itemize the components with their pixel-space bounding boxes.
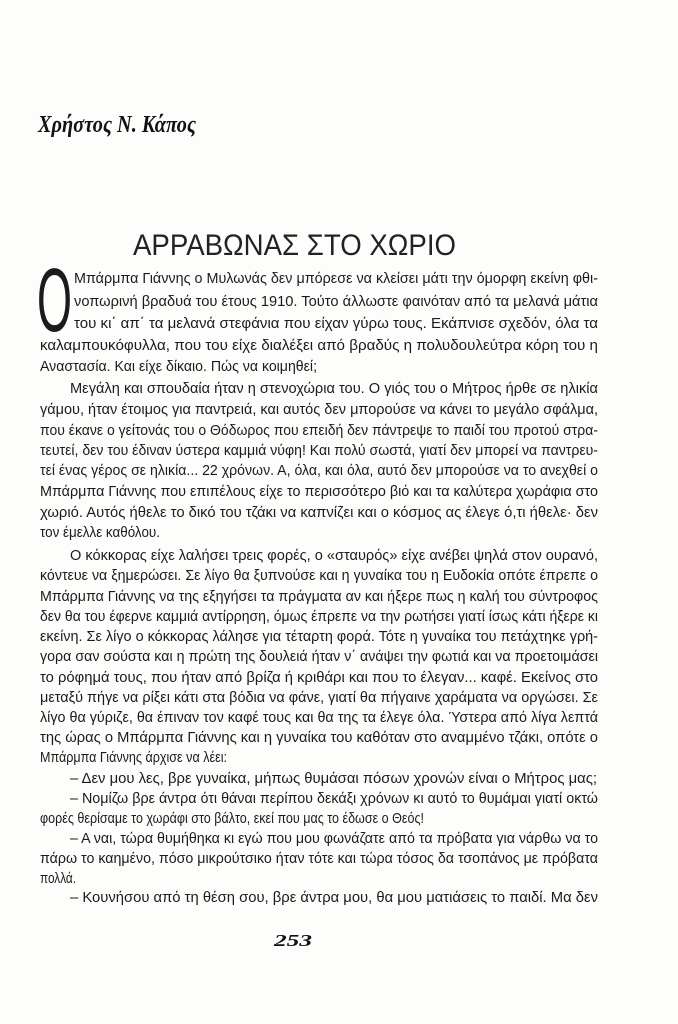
- body-line: του κι΄ απ΄ τα μελανά στεφάνια που είχαν γύρω τους. Εκάπνισε σχεδόν, όλα τα: [74, 315, 599, 332]
- body-line: νοπωρινή βραδυά του έτους 1910. Τούτο άλλωστε φαινόταν από τα μελανά μάτια: [74, 293, 599, 310]
- body-line: καλαμπουκόφυλλα, που του είχε διαλέξει από βραδύς η πολυδουλεύτρα κόρη του η: [40, 337, 598, 354]
- body-line: το ρόφημά τους, που ήταν από βρίζα ή κριθάρι και που το έλεγαν... καφέ. Εκείνος στο: [40, 669, 598, 686]
- dialogue-paragraph: [40, 790, 598, 827]
- body-line: Μεγάλη και σπουδαία ήταν η στενοχώρια του. Ο γιός του ο Μήτρος ήρθε σε ηλικία: [70, 380, 599, 397]
- body-line: – Νομίζω βρε άντρα ότι θάναι περίπου δεκάξι χρόνων κι αυτό το θυμάμαι γιατί οκτώ: [70, 790, 599, 807]
- body-line: χωριό. Αυτός ήθελε το δικό του τζάκι να καπνίζει και ο κόσμος ας έλεγε ό,τι ήθελε· δεν: [40, 504, 598, 521]
- body-line: τον έμελλε καθόλου.: [40, 524, 160, 541]
- body-line: – Κουνήσου από τη θέση σου, βρε άντρα μου, θα μου ματιάσεις το παιδί. Μα δεν: [70, 889, 598, 906]
- author-name: Χρήστος Ν. Κάπος: [37, 112, 197, 138]
- body-line: τευτεί, δεν του έδιναν ύστερα καμμιά νύφη! Και πολύ σωστά, γιατί δεν μπορεί να παντρευ-: [40, 442, 599, 459]
- page-number: 253: [272, 931, 313, 950]
- body-line: της ώρας ο Μπάρμπα Γιάννης και η γυναίκα του καθόταν στο αναμμένο τζάκι, οπότε ο: [40, 729, 598, 746]
- body-line: που έκανε ο γείτονάς του ο Θόδωρος που επειδή δεν πάντρεψε το παιδί του προτού στρα-: [40, 422, 598, 439]
- body-line: δεν θα του έφερνε καμμιά αντίρρηση, όμως έπρεπε να την ρωτήσει γιατί ίσως κάτι ήξερε κι: [40, 608, 598, 625]
- body-line: λίγο θα γύριζε, θα έπιναν τον καφέ τους και θα της τα έλεγε όλα. Ύστερα από λίγα λεπτά: [40, 709, 599, 726]
- paragraph: [40, 380, 598, 541]
- body-line: Αναστασία. Και είχε δίκαιο. Πώς να κοιμηθεί;: [40, 358, 317, 375]
- dialogue-paragraph: [40, 830, 598, 887]
- body-line: πάρω το καημένο, πόσο μικρούτσικο ήταν τότε και τώρα τόσος δα τσοπάνος με πρόβατα: [40, 850, 599, 867]
- body-line: εκείνη. Σε λίγο ο κόκκορας λάλησε για τέταρτη φορά. Τότε η γυναίκα του πετάχτηκε γρή-: [40, 628, 598, 645]
- body-line: – Δεν μου λες, βρε γυναίκα, μήπως θυμάσαι πόσων χρονών είναι ο Μήτρος μας;: [70, 770, 597, 787]
- body-line: Μπάρμπα Γιάννης ο Μυλωνάς δεν μπόρεσε να κλείσει μάτι την όμορφη εκείνη φθι-: [74, 270, 598, 287]
- body-line: Μπάρμπα Γιάννης να της εξηγήσει τα πράγματα αν και ήξερε πως η καλή του σύντροφος: [40, 588, 598, 605]
- drop-cap: Ο: [37, 251, 72, 351]
- body-line: πολλά.: [40, 870, 76, 887]
- body-line: γορα σαν σούστα και η πρώτη της δουλειά ήταν ν΄ ανάψει την φωτιά και να προετοιμάσει: [40, 648, 598, 665]
- paragraph: [40, 547, 598, 766]
- body-line: – Α ναι, τώρα θυμήθηκα κι εγώ που μου φωνάζατε από τα πρόβατα για νάρθω να το: [70, 830, 598, 847]
- body-line: Μπάρμπα Γιάννης που επιπέλους είχε το περισσότερο βιό και τα καλύτερα χωράφια στο: [40, 483, 598, 500]
- body-line: κόντευε να ξημερώσει. Σε λίγο θα ξυπνούσε και η γυναίκα του η Ευδοκία οπότε έπρεπε ο: [40, 567, 598, 584]
- body-line: φορές θερίσαμε το χωράφι στο βάλτο, εκεί που μας το έδωσε ο Θεός!: [40, 810, 424, 827]
- story-title: ΑΡΡΑΒΩΝΑΣ ΣΤΟ ΧΩΡΙΟ: [133, 229, 456, 262]
- paragraph: [40, 270, 598, 375]
- body-line: τεί ένας γέρος σε ηλικία... 22 χρόνων. Α, όλα, και όλα, αυτό δεν μπορούσε να το ανεχθεί ο: [40, 462, 598, 479]
- body-line: γάμου, ήταν έτοιμος για παντρειά, και αυτός δεν μπορούσε να κάνει το μεγάλο σφάλμα,: [40, 401, 598, 418]
- body-line: μεταξύ πήγε να ρίξει κάτι στα βόδια να φάνε, γιατί θα πήγαινε χαράματα να οργώσει. Σε: [40, 689, 599, 706]
- body-line: Ο κόκκορας είχε λαλήσει τρεις φορές, ο «σταυρός» είχε ανέβει ψηλά στον ουρανό,: [70, 547, 598, 564]
- body-line: Μπάρμπα Γιάννης άρχισε να λέει:: [40, 749, 227, 766]
- dialogue-paragraph: [70, 889, 598, 906]
- dialogue-paragraph: [70, 770, 597, 787]
